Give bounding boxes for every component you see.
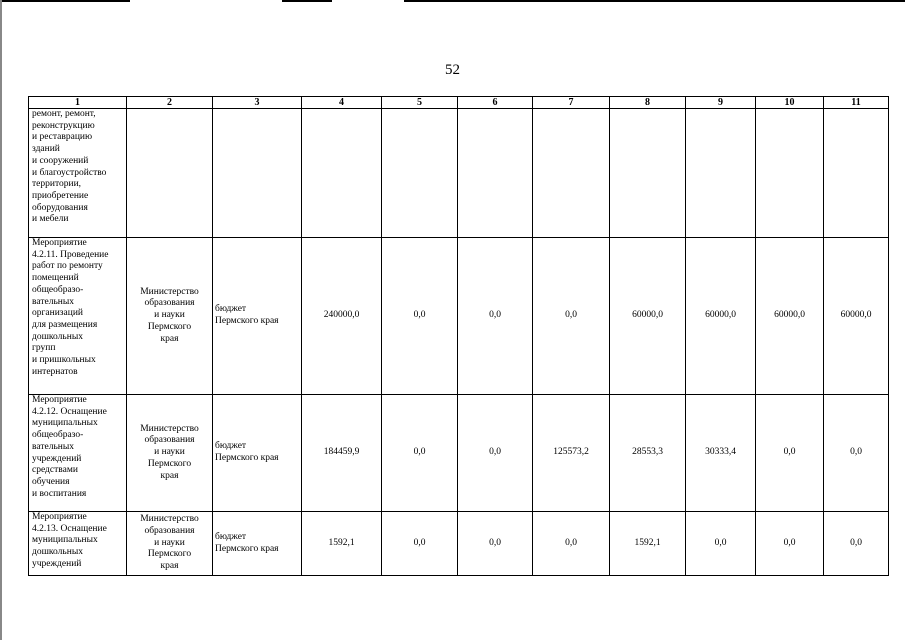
amount-cell: 0,0 bbox=[382, 395, 458, 512]
column-header: 2 bbox=[127, 97, 213, 109]
budget-table bbox=[28, 96, 889, 576]
column-header: 7 bbox=[533, 97, 610, 109]
amount-cell: 0,0 bbox=[533, 238, 610, 395]
amount-cell bbox=[756, 109, 824, 238]
amount-cell bbox=[533, 109, 610, 238]
activity-name-cell: Мероприятие 4.2.12. Оснащение муниципальных общеобразо- вательных учреждений средствами обучения и воспитания bbox=[29, 395, 127, 512]
column-header: 8 bbox=[610, 97, 686, 109]
executor-cell bbox=[127, 109, 213, 238]
header-row bbox=[29, 97, 889, 109]
column-header: 5 bbox=[382, 97, 458, 109]
amount-cell: 125573,2 bbox=[533, 395, 610, 512]
amount-cell: 0,0 bbox=[458, 512, 533, 576]
executor-cell: Министерство образования и науки Пермского края bbox=[127, 395, 213, 512]
amount-cell: 0,0 bbox=[533, 512, 610, 576]
amount-cell bbox=[382, 109, 458, 238]
amount-cell: 0,0 bbox=[756, 395, 824, 512]
activity-name-cell: Мероприятие 4.2.11. Проведение работ по ремонту помещений общеобразо- вательных организаций для размещения дошкольных групп и пришкольных интернатов bbox=[29, 238, 127, 395]
executor-cell: Министерство образования и науки Пермского края bbox=[127, 512, 213, 576]
amount-cell: 0,0 bbox=[686, 512, 756, 576]
executor-cell: Министерство образования и науки Пермского края bbox=[127, 238, 213, 395]
scan-border-top-mid bbox=[282, 0, 332, 2]
amount-cell: 1592,1 bbox=[302, 512, 382, 576]
funding-source-cell: бюджет Пермского края bbox=[213, 238, 302, 395]
amount-cell: 60000,0 bbox=[686, 238, 756, 395]
amount-cell bbox=[686, 109, 756, 238]
amount-cell: 28553,3 bbox=[610, 395, 686, 512]
amount-cell: 60000,0 bbox=[610, 238, 686, 395]
column-header: 6 bbox=[458, 97, 533, 109]
amount-cell: 0,0 bbox=[824, 395, 889, 512]
table-row bbox=[29, 395, 889, 512]
amount-cell: 0,0 bbox=[824, 512, 889, 576]
scan-border-left bbox=[0, 0, 2, 640]
amount-cell bbox=[610, 109, 686, 238]
activity-name-cell: Мероприятие 4.2.13. Оснащение муниципальных дошкольных учреждений bbox=[29, 512, 127, 576]
column-header: 1 bbox=[29, 97, 127, 109]
amount-cell: 60000,0 bbox=[824, 238, 889, 395]
column-header: 4 bbox=[302, 97, 382, 109]
funding-source-cell: бюджет Пермского края bbox=[213, 395, 302, 512]
table-row bbox=[29, 109, 889, 238]
amount-cell: 0,0 bbox=[382, 512, 458, 576]
amount-cell: 1592,1 bbox=[610, 512, 686, 576]
funding-source-cell bbox=[213, 109, 302, 238]
amount-cell: 240000,0 bbox=[302, 238, 382, 395]
amount-cell: 0,0 bbox=[382, 238, 458, 395]
amount-cell bbox=[302, 109, 382, 238]
column-header: 10 bbox=[756, 97, 824, 109]
funding-source-cell: бюджет Пермского края bbox=[213, 512, 302, 576]
amount-cell: 184459,9 bbox=[302, 395, 382, 512]
amount-cell: 30333,4 bbox=[686, 395, 756, 512]
column-header: 3 bbox=[213, 97, 302, 109]
table-row bbox=[29, 512, 889, 576]
page-number: 52 bbox=[445, 62, 460, 78]
column-header: 11 bbox=[824, 97, 889, 109]
amount-cell bbox=[458, 109, 533, 238]
scan-border-top-left bbox=[0, 0, 130, 2]
amount-cell: 60000,0 bbox=[756, 238, 824, 395]
amount-cell: 0,0 bbox=[458, 395, 533, 512]
amount-cell: 0,0 bbox=[458, 238, 533, 395]
column-header: 9 bbox=[686, 97, 756, 109]
table-row bbox=[29, 238, 889, 395]
amount-cell: 0,0 bbox=[756, 512, 824, 576]
amount-cell bbox=[824, 109, 889, 238]
activity-name-cell: ремонт, ремонт, реконструкцию и реставрацию зданий и сооружений и благоустройство территории, приобретение оборудования и мебели bbox=[29, 109, 127, 238]
scan-border-top-right bbox=[404, 0, 905, 2]
